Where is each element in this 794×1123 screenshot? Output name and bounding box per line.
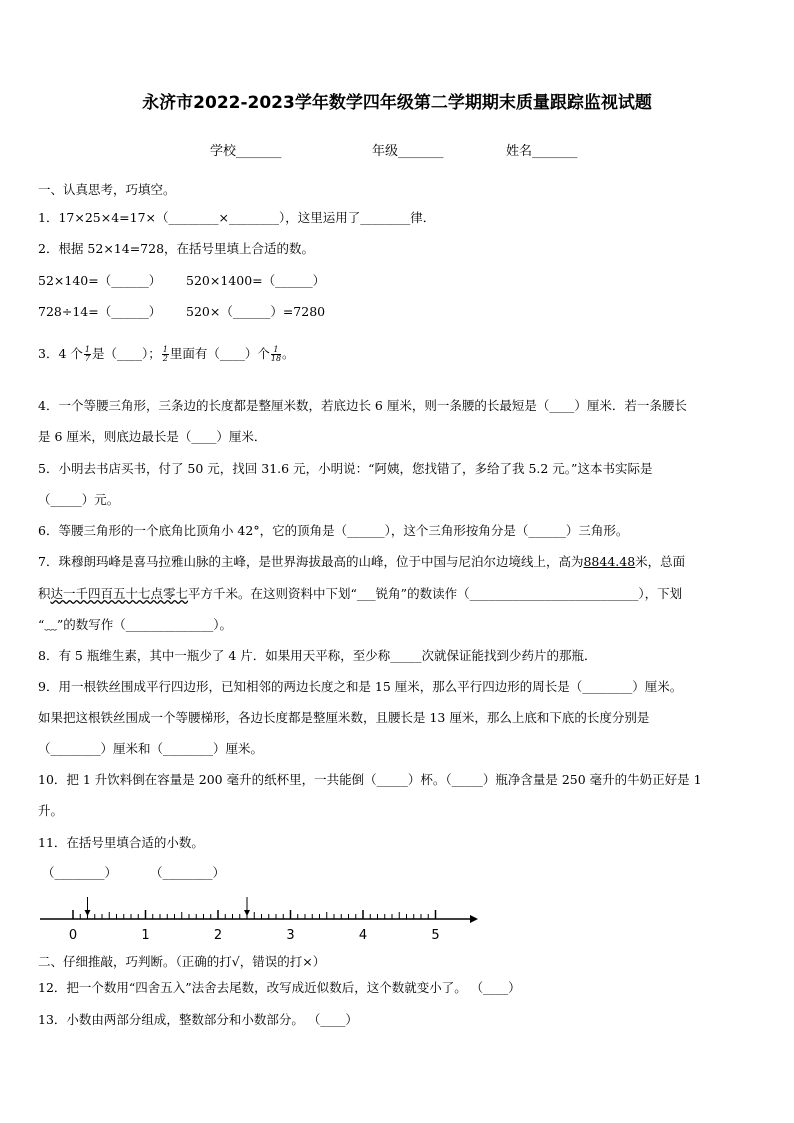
school-field: 学校_______ (210, 144, 282, 159)
fraction: $\frac{1}{2}$ (162, 345, 168, 363)
tick-label: 1 (141, 928, 150, 943)
question-4-line2: 是 6 厘米，则底边最长是（____）厘米． (38, 429, 267, 444)
question-9-line2: 如果把这根铁丝围成一个等腰梯形，各边长度都是整厘米数，且腰长是 13 厘米，那么上底和下底的长度分别是 (38, 710, 650, 725)
question-12: 12．把一个数用“四舍五入”法舍去尾数，改写成近似数后，这个数就变小了。 （____） (38, 980, 521, 995)
page-title: 永济市2022-2023学年数学四年级第二学期期末质量跟踪监视试题 (142, 93, 652, 113)
pointer-arrow-head (85, 910, 91, 916)
question-7-line2: 积达一千四百五十七点零七平方千米。在这则资料中下划“___锐角”的数读作（___________________________），下划 (38, 586, 683, 601)
axis-arrowhead (470, 915, 478, 923)
tick-label: 4 (358, 928, 368, 943)
question-11: 11．在括号里填合适的小数。 (38, 835, 204, 850)
fraction: $\frac{1}{18}$ (270, 345, 282, 363)
question-9-line1: 9．用一根铁丝围成平行四边形，已知相邻的两边长度之和是 15 厘米，那么平行四边形的周长是（________）厘米。 (38, 679, 683, 694)
name-field: 姓名_______ (506, 144, 578, 159)
question-4-line1: 4．一个等腰三角形，三条边的长度都是整厘米数，若底边长 6 厘米，则一条腰的长最短是（____）厘米．若一条腰长 (38, 398, 687, 413)
question-8: 8．有 5 瓶维生素，其中一瓶少了 4 片．如果用天平称，至少称_____次就保证能找到少药片的那瓶． (38, 648, 597, 663)
question-7-line1: 7．珠穆朗玛峰是喜马拉雅山脉的主峰，是世界海拔最高的山峰，位于中国与尼泊尔边境线上，高为8844.48米，总面 (38, 554, 686, 569)
question-2c: 728÷14=（______） (38, 304, 162, 319)
section-2-heading: 二、仔细推敲，巧判断。（正确的打√，错误的打×） (38, 954, 326, 969)
question-3: 3．4 个 $\frac{1}{7}$ 是（____）； $\frac{1}{2}$ 里面有（____）个 $\frac{1}{18}$ 。 (38, 345, 295, 363)
question-2a: 52×140=（______） (38, 273, 162, 288)
question-1: 1．17×25×4=17×（________×________），这里运用了________律． (38, 210, 436, 225)
question-11-blank-2: （________） (150, 865, 226, 880)
question-10-line1: 10．把 1 升饮料倒在容量是 200 毫升的纸杯里，一共能倒（_____）杯。（_____）瓶净含量是 250 毫升的牛奶正好是 1 (38, 772, 702, 787)
question-13: 13．小数由两部分组成，整数部分和小数部分。 （____） (38, 1012, 358, 1027)
pointer-arrow-head (244, 910, 250, 916)
tick-label: 2 (213, 928, 223, 943)
tick-label: 5 (431, 928, 440, 943)
number-line (0, 895, 794, 945)
tick-label: 3 (286, 928, 295, 943)
question-5-line1: 5．小明去书店买书，付了 50 元，找回 31.6 元，小明说：“阿姨，您找错了，多给了我 5.2 元。”这本书实际是 (38, 461, 653, 476)
question-2d: 520×（______）=7280 (186, 304, 326, 319)
question-2: 2．根据 52×14=728，在括号里填上合适的数。 (38, 241, 315, 256)
question-7-line3: “﹏”的数写作（______________）。 (38, 617, 233, 632)
grade-field: 年级_______ (372, 144, 444, 159)
tick-label: 0 (68, 928, 78, 943)
question-2b: 520×1400=（______） (186, 273, 326, 288)
section-1-heading: 一、认真思考，巧填空。 (38, 182, 176, 197)
question-11-blank-1: （________） (42, 865, 118, 880)
question-9-line3: （________）厘米和（________）厘米。 (38, 741, 264, 756)
question-10-line2: 升。 (38, 803, 64, 818)
fraction: $\frac{1}{7}$ (84, 345, 90, 363)
question-6: 6．等腰三角形的一个底角比顶角小 42°，它的顶角是（______），这个三角形按角分是（______）三角形。 (38, 523, 629, 538)
question-5-line2: （_____）元。 (38, 492, 120, 507)
